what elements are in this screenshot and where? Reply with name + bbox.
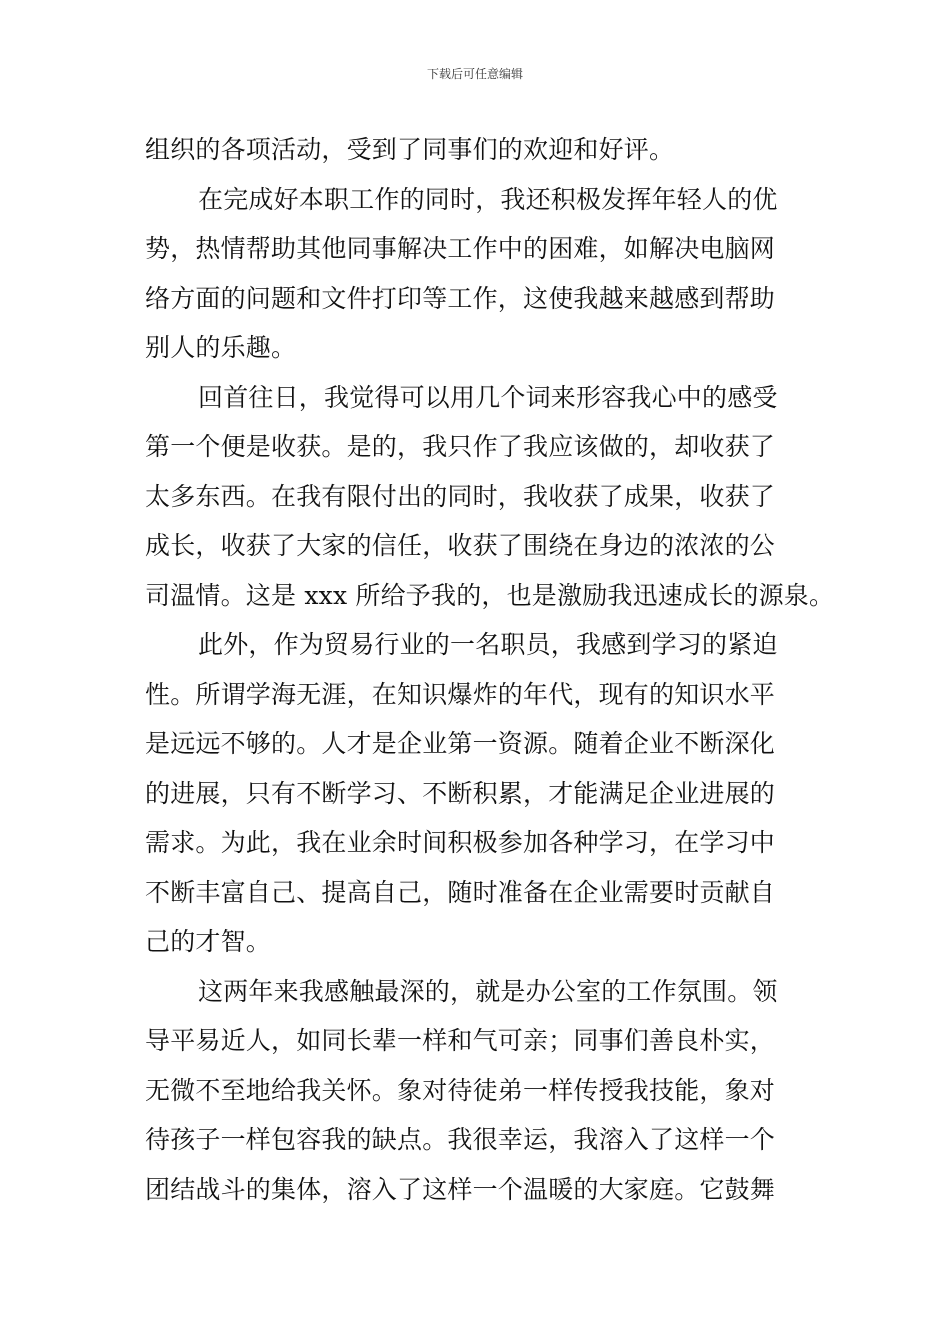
text-line: 是远远不够的。人才是企业第一资源。随着企业不断深化: [145, 729, 776, 758]
text-line: 性。所谓学海无涯，在知识爆炸的年代，现有的知识水平: [145, 679, 776, 709]
text-line: 无微不至地给我关怀。象对待徒弟一样传授我技能，象对: [145, 1075, 776, 1105]
text-line: 第一个便是收获。是的，我只作了我应该做的，却收获了: [145, 432, 776, 461]
text-line: 别人的乐趣。: [145, 333, 297, 362]
page-header: 下载后可任意编辑: [426, 67, 523, 81]
text-line: 需求。为此，我在业余时间积极参加各种学习，在学习中: [145, 828, 776, 857]
paragraph-start-line: 这两年来我感触最深的，就是办公室的工作氛围。领: [198, 976, 778, 1006]
text-line: 不断丰富自己、提高自己，随时准备在企业需要时贡献自: [145, 877, 776, 907]
text-line: 导平易近人，如同长辈一样和气可亲；同事们善良朴实，: [145, 1026, 776, 1055]
text-line: 己的才智。: [145, 927, 272, 956]
paragraph-start-line: 回首往日，我觉得可以用几个词来形容我心中的感受: [198, 382, 778, 412]
text-line: 团结战斗的集体，溶入了这样一个温暖的大家庭。它鼓舞: [145, 1174, 776, 1204]
text-line: 待孩子一样包容我的缺点。我很幸运，我溶入了这样一个: [145, 1125, 776, 1154]
text-line: 成长，收获了大家的信任，收获了围绕在身边的浓浓的公: [145, 531, 776, 560]
text-line: 势，热情帮助其他同事解决工作中的困难，如解决电脑网: [145, 234, 776, 263]
text-line: 太多东西。在我有限付出的同时，我收获了成果，收获了: [145, 481, 776, 511]
body-text: [145, 125, 835, 1214]
paragraph-start-line: 此外，作为贸易行业的一名职员，我感到学习的紧迫: [198, 630, 778, 659]
text-line: 络方面的问题和文件打印等工作，这使我越来越感到帮助: [145, 283, 776, 313]
text-line: 司温情。这是 xxx 所给予我的，也是激励我迅速成长的源泉。: [145, 580, 835, 610]
paragraph-start-line: 在完成好本职工作的同时，我还积极发挥年轻人的优: [198, 184, 778, 214]
text-line: 的进展，只有不断学习、不断积累，才能满足企业进展的: [145, 778, 776, 808]
text-line: 组织的各项活动，受到了同事们的欢迎和好评。: [145, 135, 675, 164]
